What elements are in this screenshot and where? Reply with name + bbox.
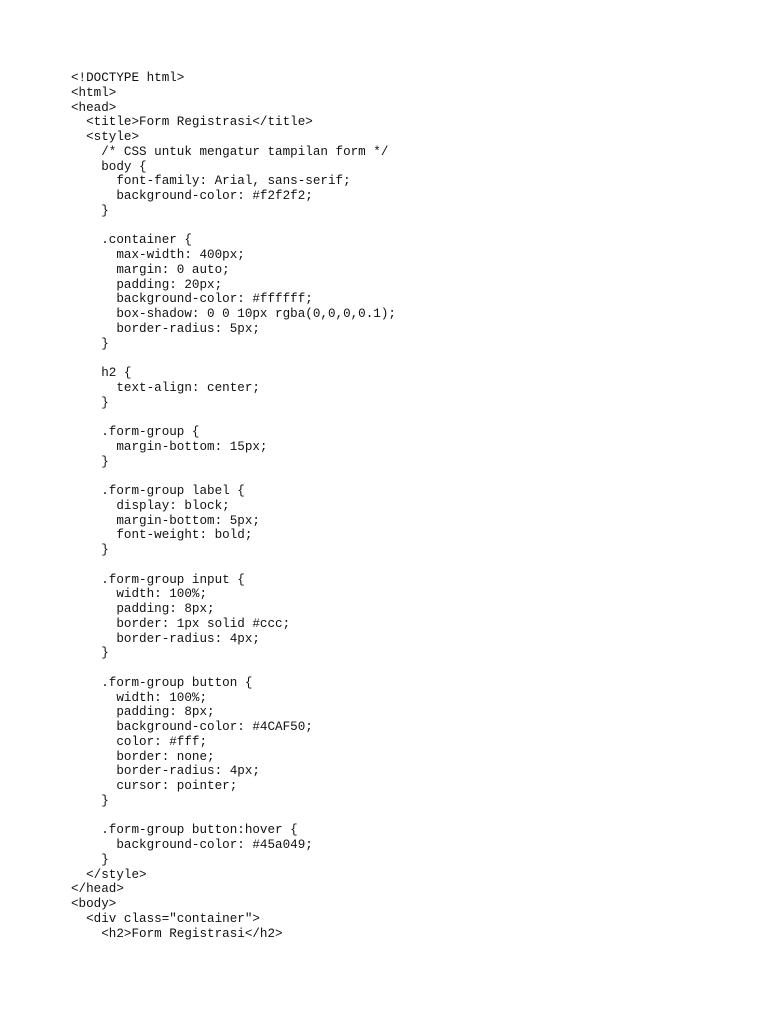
code-line: padding: 8px; (71, 602, 215, 616)
code-line: <title>Form Registrasi</title> (71, 115, 313, 130)
code-line: font-weight: bold; (71, 528, 253, 543)
code-line: body { (71, 159, 147, 174)
code-line: border-radius: 4px; (71, 631, 260, 646)
code-line: text-align: center; (71, 380, 260, 395)
code-line: <h2>Form Registrasi</h2> (71, 926, 283, 941)
code-line: .form-group button:hover { (71, 823, 298, 838)
code-line: .form-group input { (71, 572, 245, 587)
code-line: } (71, 852, 109, 867)
code-line: <body> (71, 897, 117, 911)
code-line: margin-bottom: 5px; (71, 513, 260, 528)
code-line: margin: 0 auto; (71, 262, 230, 277)
code-line: width: 100%; (71, 587, 208, 602)
code-line: <head> (71, 100, 117, 115)
code-line: background-color: #ffffff; (71, 292, 313, 307)
code-line: padding: 8px; (71, 705, 215, 720)
code-line: <html> (71, 85, 117, 100)
code-line: background-color: #45a049; (71, 838, 313, 852)
code-line (71, 219, 396, 234)
code-line: .form-group button { (71, 675, 253, 690)
code-line (71, 558, 396, 573)
code-line (71, 351, 396, 366)
code-line: box-shadow: 0 0 10px rgba(0,0,0,0.1); (71, 307, 396, 321)
code-line: width: 100%; (71, 690, 208, 705)
code-line: background-color: #f2f2f2; (71, 189, 313, 203)
code-line: <style> (71, 130, 140, 144)
code-line: .form-group label { (71, 484, 245, 498)
code-line: <div class="container"> (71, 911, 260, 926)
code-line (71, 469, 396, 484)
code-line: border-radius: 5px; (71, 321, 260, 336)
code-line: } (71, 454, 109, 469)
code-line: padding: 20px; (71, 277, 223, 292)
code-line: display: block; (71, 498, 230, 513)
code-line: .form-group { (71, 425, 200, 439)
code-line: </head> (71, 882, 124, 897)
code-line: h2 { (71, 366, 132, 380)
code-line: background-color: #4CAF50; (71, 720, 313, 734)
code-line: } (71, 646, 109, 661)
code-line: } (71, 793, 109, 808)
code-listing (71, 71, 396, 941)
code-line: border: none; (71, 749, 215, 764)
code-line: color: #fff; (71, 734, 208, 749)
code-line: } (71, 395, 109, 410)
code-line: margin-bottom: 15px; (71, 439, 268, 454)
code-line (71, 410, 396, 425)
code-line: <!DOCTYPE html> (71, 71, 185, 85)
code-line: font-family: Arial, sans-serif; (71, 174, 351, 189)
code-line: .container { (71, 233, 192, 248)
code-line: } (71, 203, 109, 218)
code-line: border-radius: 4px; (71, 764, 260, 779)
code-line: } (71, 336, 109, 351)
code-line: cursor: pointer; (71, 779, 238, 793)
code-line: </style> (71, 867, 147, 882)
code-line: max-width: 400px; (71, 248, 245, 262)
code-line: /* CSS untuk mengatur tampilan form */ (71, 144, 389, 159)
code-line (71, 661, 396, 676)
code-line: } (71, 543, 109, 557)
code-line: border: 1px solid #ccc; (71, 616, 291, 631)
code-line (71, 809, 396, 824)
